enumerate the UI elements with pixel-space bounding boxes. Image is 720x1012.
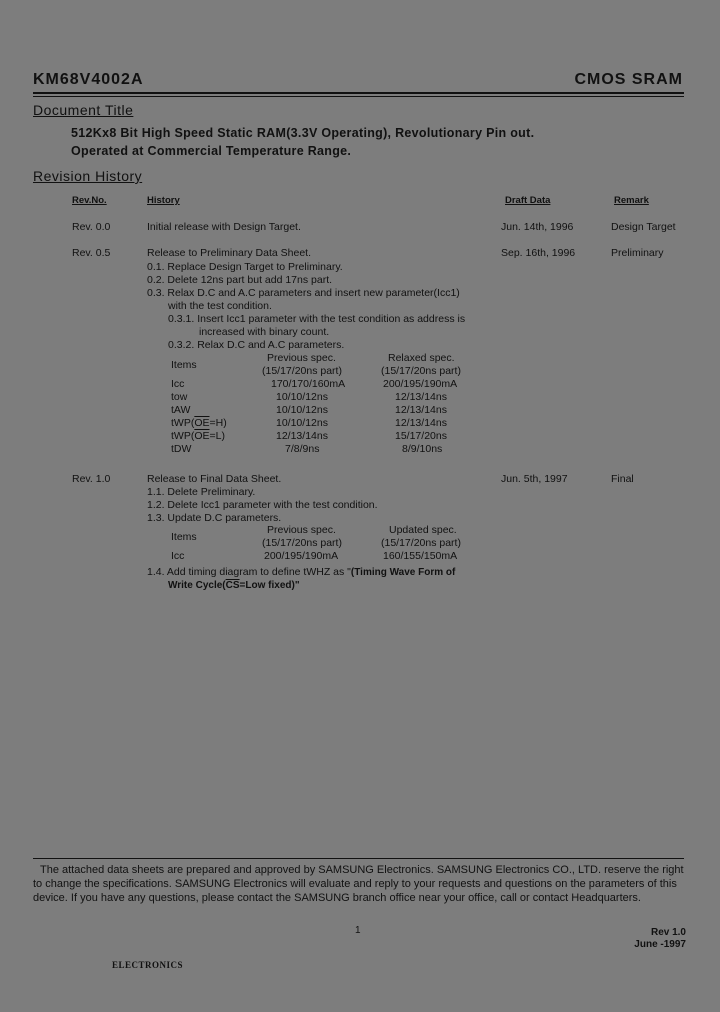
table-header-relaxed-sub: (15/17/20ns part) bbox=[381, 365, 461, 377]
document-title-line-1: 512Kx8 Bit High Speed Static RAM(3.3V Operating), Revolutionary Pin out. bbox=[71, 126, 535, 140]
rev-date: Jun. 14th, 1996 bbox=[501, 221, 574, 233]
table-cell-relaxed: 15/17/20ns bbox=[395, 430, 447, 442]
table-header-updated: Updated spec. bbox=[389, 524, 457, 536]
document-title-heading: Document Title bbox=[33, 102, 134, 118]
table-header-relaxed: Relaxed spec. bbox=[388, 352, 455, 364]
document-title-line-2: Operated at Commercial Temperature Range. bbox=[71, 144, 352, 158]
header-rule-thin bbox=[33, 96, 684, 97]
table-header-updated-sub: (15/17/20ns part) bbox=[381, 537, 461, 549]
column-header-history: History bbox=[147, 195, 180, 206]
rev-note: 0.3. Relax D.C and A.C parameters and insert new parameter(Icc1) bbox=[147, 287, 460, 299]
rev-remark: Design Target bbox=[611, 221, 676, 233]
table-cell-relaxed: 12/13/14ns bbox=[395, 391, 447, 403]
rev-number: Rev. 0.5 bbox=[72, 247, 111, 259]
table-cell-item: tDW bbox=[171, 443, 192, 455]
footer-date: June -1997 bbox=[634, 939, 686, 950]
footer-revision: Rev 1.0 bbox=[650, 927, 686, 938]
rev-note: 1.1. Delete Preliminary. bbox=[147, 486, 256, 498]
rev-note-timing-cont: Write $Cycle(\overline{CS}=Low$ fixed)" bbox=[168, 580, 300, 591]
table-cell-relaxed: 12/13/14ns bbox=[395, 417, 447, 429]
footer-rule bbox=[33, 858, 684, 859]
table-cell-previous: 12/13/14ns bbox=[276, 430, 328, 442]
rev-date: Sep. 16th, 1996 bbox=[501, 247, 576, 259]
rev-history-text: Release to Preliminary Data Sheet. bbox=[147, 247, 311, 259]
rev-note: 1.2. Delete Icc1 parameter with the test condition. bbox=[147, 499, 378, 511]
table-header-items: Items bbox=[171, 531, 197, 543]
page-number: 1 bbox=[355, 925, 361, 936]
table-cell-previous: 170/170/160mA bbox=[271, 378, 346, 390]
table-header-previous-sub: (15/17/20ns part) bbox=[262, 365, 342, 377]
footer-disclaimer-line: to change the specifications. SAMSUNG Electronics will evaluate and reply to your requests and questions on the parameters of this bbox=[33, 878, 677, 890]
table-cell-item: $tWP(\overline{OE}=L)$ bbox=[171, 430, 225, 442]
rev-number: Rev. 1.0 bbox=[72, 473, 111, 485]
table-header-items: Items bbox=[171, 359, 197, 371]
table-cell-relaxed: 12/13/14ns bbox=[395, 404, 447, 416]
table-cell-item: tAW bbox=[171, 404, 191, 416]
rev-note: 0.3.1. Insert Icc1 parameter with the test condition as address is bbox=[168, 313, 466, 325]
rev-note: 0.2. Delete 12ns part but add 17ns part. bbox=[147, 274, 333, 286]
revision-history-heading: Revision History bbox=[33, 168, 143, 184]
table-cell-previous: 10/10/12ns bbox=[276, 404, 328, 416]
table-cell-item: tow bbox=[171, 391, 188, 403]
rev-note-timing: 1.4. Add timing diagram to define tWHZ as "(Timing Wave Form of bbox=[147, 566, 456, 578]
rev-note: 0.1. Replace Design Target to Preliminary. bbox=[147, 261, 343, 273]
product-type: CMOS SRAM bbox=[574, 71, 683, 88]
rev-history-text: Initial release with Design Target. bbox=[147, 221, 301, 233]
table-cell-item: $tWP(\overline{OE}=H)$ bbox=[171, 417, 227, 429]
samsung-logo-text: ELECTRONICS bbox=[112, 960, 184, 970]
header-rule bbox=[33, 92, 684, 94]
column-header-remark: Remark bbox=[614, 195, 649, 206]
rev-remark: Preliminary bbox=[611, 247, 664, 259]
table-header-previous: Previous spec. bbox=[267, 352, 336, 364]
table-cell-previous: 10/10/12ns bbox=[276, 391, 328, 403]
rev-date: Jun. 5th, 1997 bbox=[501, 473, 568, 485]
table-cell-relaxed: 200/195/190mA bbox=[383, 378, 458, 390]
rev-remark: Final bbox=[611, 473, 634, 485]
table-header-previous: Previous spec. bbox=[267, 524, 336, 536]
rev-number: Rev. 0.0 bbox=[72, 221, 111, 233]
rev-history-text: Release to Final Data Sheet. bbox=[147, 473, 282, 485]
table-cell-item: Icc bbox=[171, 378, 185, 390]
rev-note: 0.3.2. Relax D.C and A.C parameters. bbox=[168, 339, 345, 351]
part-number: KM68V4002A bbox=[33, 71, 144, 88]
footer-disclaimer-line: device. If you have any questions, please contact the SAMSUNG branch office near your office, call or contact Headquarters. bbox=[33, 892, 641, 904]
table-cell-previous: 200/195/190mA bbox=[264, 550, 339, 562]
table-cell-relaxed: 8/9/10ns bbox=[402, 443, 443, 455]
rev-note: increased with binary count. bbox=[199, 326, 330, 338]
table-cell-item: Icc bbox=[171, 550, 185, 562]
column-header-rev: Rev.No. bbox=[72, 195, 107, 206]
column-header-date: Draft Data bbox=[505, 195, 551, 206]
table-header-previous-sub: (15/17/20ns part) bbox=[262, 537, 342, 549]
rev-note: 1.3. Update D.C parameters. bbox=[147, 512, 282, 524]
table-cell-updated: 160/155/150mA bbox=[383, 550, 458, 562]
table-cell-previous: 7/8/9ns bbox=[285, 443, 320, 455]
footer-disclaimer-line: The attached data sheets are prepared and approved by SAMSUNG Electronics. SAMSUNG Electronics CO., LTD. reserve the right bbox=[40, 864, 684, 876]
rev-note: with the test condition. bbox=[168, 300, 272, 312]
table-cell-previous: 10/10/12ns bbox=[276, 417, 328, 429]
